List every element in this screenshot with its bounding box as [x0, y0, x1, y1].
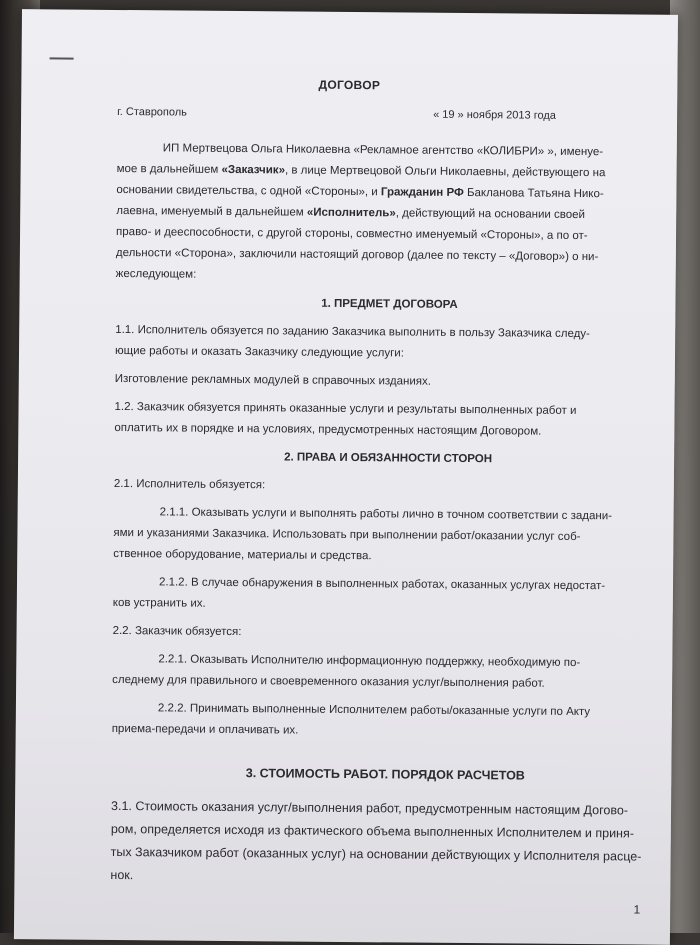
clause-3-1: тых Заказчиком работ (оказанных услуг) на основании действующих у Исполнителя расце- [110, 844, 642, 864]
section-1-title: 1. ПРЕДМЕТ ДОГОВОРА [321, 297, 458, 311]
preamble-line: право- и дееспособности, с другой стороны, совместно именуемый «Стороны», а по от- [116, 225, 588, 243]
clause-1-2: оплатить их в порядке и на условиях, предусмотренных настоящим Договором. [114, 421, 542, 438]
preamble-line: основании свидетельства, с одной «Стороны», и Гражданин РФ Бакланова Татьяна Нико- [116, 183, 604, 201]
clause-2-1-2: ков устранить их. [112, 596, 206, 610]
clause-2-1-1: 2.1.1. Оказывать услуги и выполнять работы лично в точном соответствии с задани- [159, 506, 613, 523]
clause-3-1: 3.1. Стоимость оказания услуг/выполнения работ, предусмотренным настоящим Догово- [111, 798, 629, 818]
clause-1-1-item: Изготовление рекламных модулей в справочных изданиях. [114, 372, 432, 388]
document-body [110, 138, 665, 892]
clause-1-1: ющие работы и оказать Заказчику следующие услуги: [114, 344, 404, 360]
preamble-line: дельности «Сторона», заключили настоящий договор (далее по тексту – «Договор») о ни- [115, 246, 599, 264]
page-number: 1 [633, 902, 641, 917]
clause-3-1: нок. [110, 867, 134, 883]
clause-2-1-1: ственное оборудование, материалы и средства. [113, 547, 372, 563]
clause-2-1-2: 2.1.2. В случае обнаружения в выполненных работах, оказанных услугах недостат- [158, 576, 606, 593]
clause-2-2-2: приема-передачи и оплачивать их. [111, 722, 299, 737]
preamble-line: мое в дальнейшем «Заказчик», в лице Мертвецовой Ольги Николаевны, действующего на [116, 162, 606, 180]
clause-1-2: 1.2. Заказчик обязуется принять оказанные услуги и результаты выполненных работ и [114, 400, 577, 417]
clause-2-2: 2.2. Заказчик обязуется: [112, 624, 242, 639]
document-page [14, 9, 678, 945]
clause-2-2-1: 2.2.1. Оказывать Исполнителю информационную поддержку, необходимую по- [158, 653, 581, 670]
preamble-line: ИП Мертвецова Ольга Николаевна «Рекламное агентство «КОЛИБРИ» », именуе- [162, 142, 604, 159]
section-2-title: 2. ПРАВА И ОБЯЗАННОСТИ СТОРОН [284, 451, 493, 466]
document-title: ДОГОВОР [318, 77, 381, 93]
clause-2-1: 2.1. Исполнитель обязуется: [113, 477, 266, 492]
document-date: « 19 » ноября 2013 года [433, 108, 556, 122]
clause-3-1: ром, определяется исходя из фактического объема выполненных Исполнителем и приня- [110, 821, 634, 841]
corner-mark [50, 57, 74, 59]
clause-2-2-1: следнему для правильного и своевременного оказания услуг/выполнения работ. [112, 673, 545, 690]
preamble-line: жеследующем: [115, 267, 197, 281]
section-3-title: 3. СТОИМОСТЬ РАБОТ. ПОРЯДОК РАСЧЕТОВ [245, 766, 525, 783]
document-place: г. Ставрополь [117, 105, 187, 119]
clause-1-1: 1.1. Исполнитель обязуется по заданию Заказчика выполнить в пользу Заказчика следу- [115, 323, 590, 341]
clause-2-1-1: ями и указаниями Заказчика. Использовать при выполнении работ/оказании услуг соб- [113, 526, 581, 544]
clause-2-2-2: 2.2.2. Принимать выполненные Исполнителем работы/оказанные услуги по Акту [157, 702, 591, 719]
preamble-line: лаевна, именуемый в дальнейшем «Исполнитель», действующий на основании своей [116, 204, 586, 222]
